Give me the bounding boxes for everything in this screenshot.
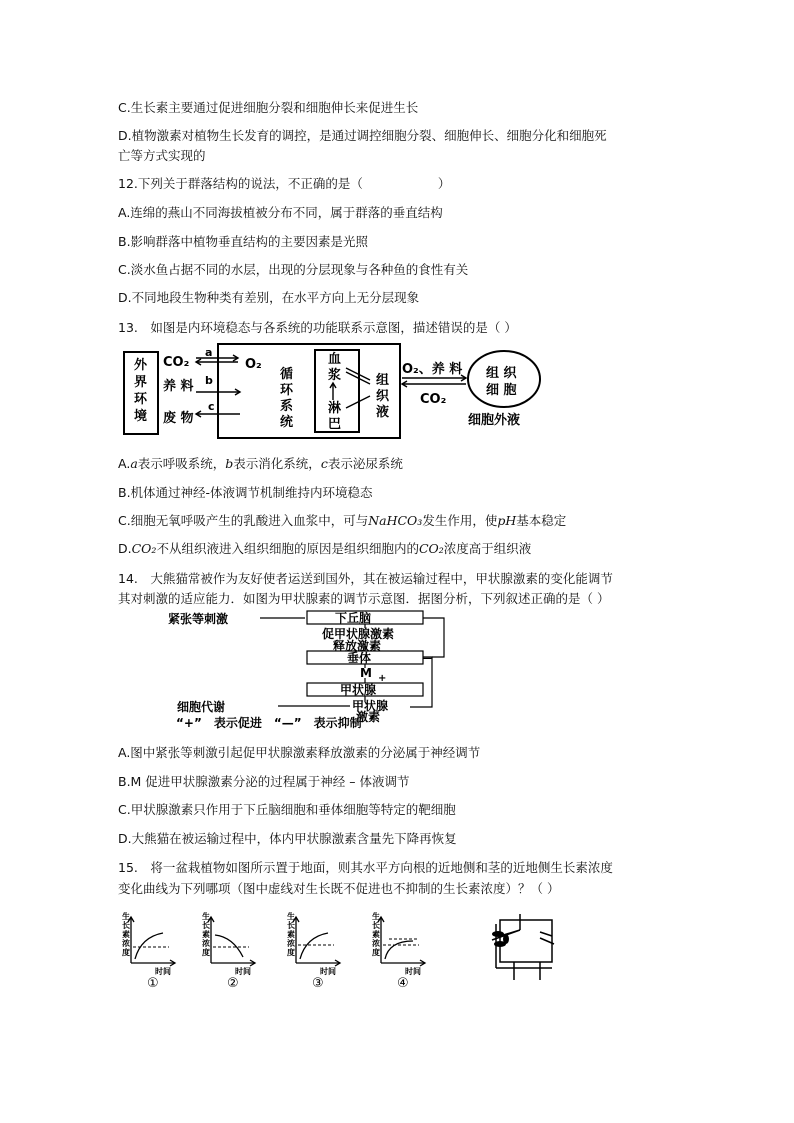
outer-char-2: 界 xyxy=(134,375,148,390)
tissue-cell-line2: 细 胞 xyxy=(486,383,517,398)
q11-option-d-line1: D.植物激素对植物生长发育的调控，是通过调控细胞分裂、细胞伸长、细胞分化和细胞死 xyxy=(118,128,607,143)
plasma-char-1: 血 xyxy=(328,352,342,367)
q14-option-a: A.图中紧张等刺激引起促甲状腺激素释放激素的分泌属于神经调节 xyxy=(118,745,481,760)
y-axis-label-char: 长 xyxy=(122,921,130,930)
concentration-curve xyxy=(135,933,163,959)
m-label: M xyxy=(360,666,372,680)
q12-option-d: D.不同地段生物种类有差别，在水平方向上无分层现象 xyxy=(118,290,420,305)
q14-stem-line1: 14. 大熊猫常被作为友好使者运送到国外，其在被运输过程中，甲状腺激素的变化能调节 xyxy=(118,571,613,586)
y-axis-label-char: 生 xyxy=(372,912,380,921)
y-axis-label-char: 生 xyxy=(287,912,295,921)
q14-option-d: D.大熊猫在被运输过程中，体内甲状腺激素含量先下降再恢复 xyxy=(118,831,457,846)
trh-label-1: 促甲状腺激素 xyxy=(322,627,395,641)
outer-char-4: 境 xyxy=(134,409,148,424)
y-axis-label-char: 浓 xyxy=(287,939,295,948)
o2-label: O₂ xyxy=(245,357,262,372)
plasma-char-2: 浆 xyxy=(328,368,342,383)
y-axis-label-char: 度 xyxy=(202,948,210,957)
q12-option-c: C.淡水鱼占据不同的水层，出现的分层现象与各种鱼的食性有关 xyxy=(118,262,469,277)
nutrients-label: 养 料 xyxy=(163,379,194,394)
tissue-fluid-char-2: 织 xyxy=(376,389,390,404)
circ-char-1: 循 xyxy=(280,367,294,382)
graph-number: ④ xyxy=(397,976,409,991)
graph-number: ① xyxy=(147,976,159,991)
label-c: c xyxy=(208,400,215,413)
trh-label-2: 释放激素 xyxy=(333,639,382,653)
y-axis-label-char: 生 xyxy=(202,912,210,921)
q15-stem-line1: 15. 将一盆栽植物如图所示置于地面，则其水平方向根的近地侧和茎的近地侧生长素浓度 xyxy=(118,860,613,875)
pituitary-label: 垂体 xyxy=(347,651,372,665)
q14-option-c: C.甲状腺激素只作用于下丘脑细胞和垂体细胞等特定的靶细胞 xyxy=(118,802,456,817)
x-axis-label: 时间 xyxy=(155,967,171,976)
y-axis-label-char: 生 xyxy=(122,912,130,921)
q13-option-a: A.a表示呼吸系统，b表示消化系统，c表示泌尿系统 xyxy=(118,456,403,471)
q12-option-b: B.影响群落中植物垂直结构的主要因素是光照 xyxy=(118,234,369,249)
q15-stem-line2: 变化曲线为下列哪项（图中虚线对生长既不促进也不抑制的生长素浓度）？（ ） xyxy=(118,881,560,896)
m-plus: + xyxy=(378,673,387,684)
q12-option-a: A.连绵的燕山不同海拔植被分布不同，属于群落的垂直结构 xyxy=(118,205,443,220)
y-axis-label-char: 素 xyxy=(122,930,130,939)
q11-option-c: C.生长素主要通过促进细胞分裂和细胞伸长来促进生长 xyxy=(118,100,419,115)
graph-number: ③ xyxy=(312,976,324,991)
y-axis-label-char: 度 xyxy=(372,948,380,957)
x-axis-label: 时间 xyxy=(320,967,336,976)
y-axis-label-char: 素 xyxy=(372,930,380,939)
x-axis-label: 时间 xyxy=(405,967,421,976)
graph-1 xyxy=(122,911,175,991)
outer-char-3: 环 xyxy=(134,392,148,407)
graph-number: ② xyxy=(227,976,239,991)
label-b: b xyxy=(205,374,213,387)
y-axis-label-char: 度 xyxy=(287,948,295,957)
q13-option-d: D.CO₂不从组织液进入组织细胞的原因是组织细胞内的CO₂浓度高于组织液 xyxy=(118,541,532,556)
q14-stem-line2: 其对刺激的适应能力．如图为甲状腺素的调节示意图．据图分析，下列叙述正确的是（ ） xyxy=(118,591,610,606)
tissue-fluid-char-1: 组 xyxy=(376,373,390,388)
q13-option-b: B.机体通过神经-体液调节机制维持内环境稳态 xyxy=(118,485,373,500)
extracellular-label: 细胞外液 xyxy=(468,413,521,428)
concentration-curve xyxy=(385,941,413,959)
graph-2 xyxy=(202,911,255,991)
y-axis-label-char: 度 xyxy=(122,948,130,957)
lymph-char-2: 巴 xyxy=(328,417,342,432)
q13-stem: 13. 如图是内环境稳态与各系统的功能联系示意图，描述错误的是（ ） xyxy=(118,320,517,335)
y-axis-label-char: 浓 xyxy=(122,939,130,948)
q11-option-d-line2: 亡等方式实现的 xyxy=(118,148,206,163)
co2-right-label: CO₂ xyxy=(420,392,447,407)
circ-char-2: 环 xyxy=(280,383,294,398)
q12-stem: 12.下列关于群落结构的说法，不正确的是（ ） xyxy=(118,176,451,191)
metabolism-label: 细胞代谢 xyxy=(177,700,226,714)
outer-char-1: 外 xyxy=(134,358,148,373)
y-axis-label-char: 浓 xyxy=(202,939,210,948)
concentration-curve xyxy=(300,933,328,959)
feedback-minus: — xyxy=(422,653,432,664)
hypothalamus-label: 下丘脑 xyxy=(335,611,372,625)
q14-option-b: B.M 促进甲状腺激素分泌的过程属于神经 – 体液调节 xyxy=(118,774,410,789)
hormone-label-2: 激素 xyxy=(356,710,381,724)
legend-label: “+” 表示促进 “—” 表示抑制 xyxy=(176,716,362,730)
q13-option-c: C.细胞无氧呼吸产生的乳酸进入血浆中，可与NaHCO₃发生作用，使pH基本稳定 xyxy=(118,513,567,528)
concentration-curve xyxy=(215,935,243,957)
x-axis-label: 时间 xyxy=(235,967,251,976)
hormone-label-1: 甲状腺 xyxy=(352,699,389,713)
circ-char-4: 统 xyxy=(280,415,294,430)
y-axis-label-char: 长 xyxy=(372,921,380,930)
potted-plant-figure xyxy=(492,914,554,980)
co2-label: CO₂ xyxy=(163,355,190,370)
y-axis-label-char: 长 xyxy=(202,921,210,930)
label-a: a xyxy=(205,346,213,359)
y-axis-label-char: 长 xyxy=(287,921,295,930)
y-axis-label-char: 浓 xyxy=(372,939,380,948)
tissue-cell-line1: 组 织 xyxy=(486,366,517,381)
o2-nutrients-label: O₂、养 料 xyxy=(402,362,463,377)
waste-label: 废 物 xyxy=(163,411,194,426)
stimulus-label: 紧张等刺激 xyxy=(168,612,229,626)
circ-char-3: 系 xyxy=(280,399,294,414)
thyroid-label: 甲状腺 xyxy=(340,683,377,697)
y-axis-label-char: 素 xyxy=(287,930,295,939)
graph-4 xyxy=(372,911,425,991)
tissue-fluid-char-3: 液 xyxy=(376,405,390,420)
graph-3 xyxy=(287,911,340,991)
lymph-char-1: 淋 xyxy=(328,401,342,416)
y-axis-label-char: 素 xyxy=(202,930,210,939)
